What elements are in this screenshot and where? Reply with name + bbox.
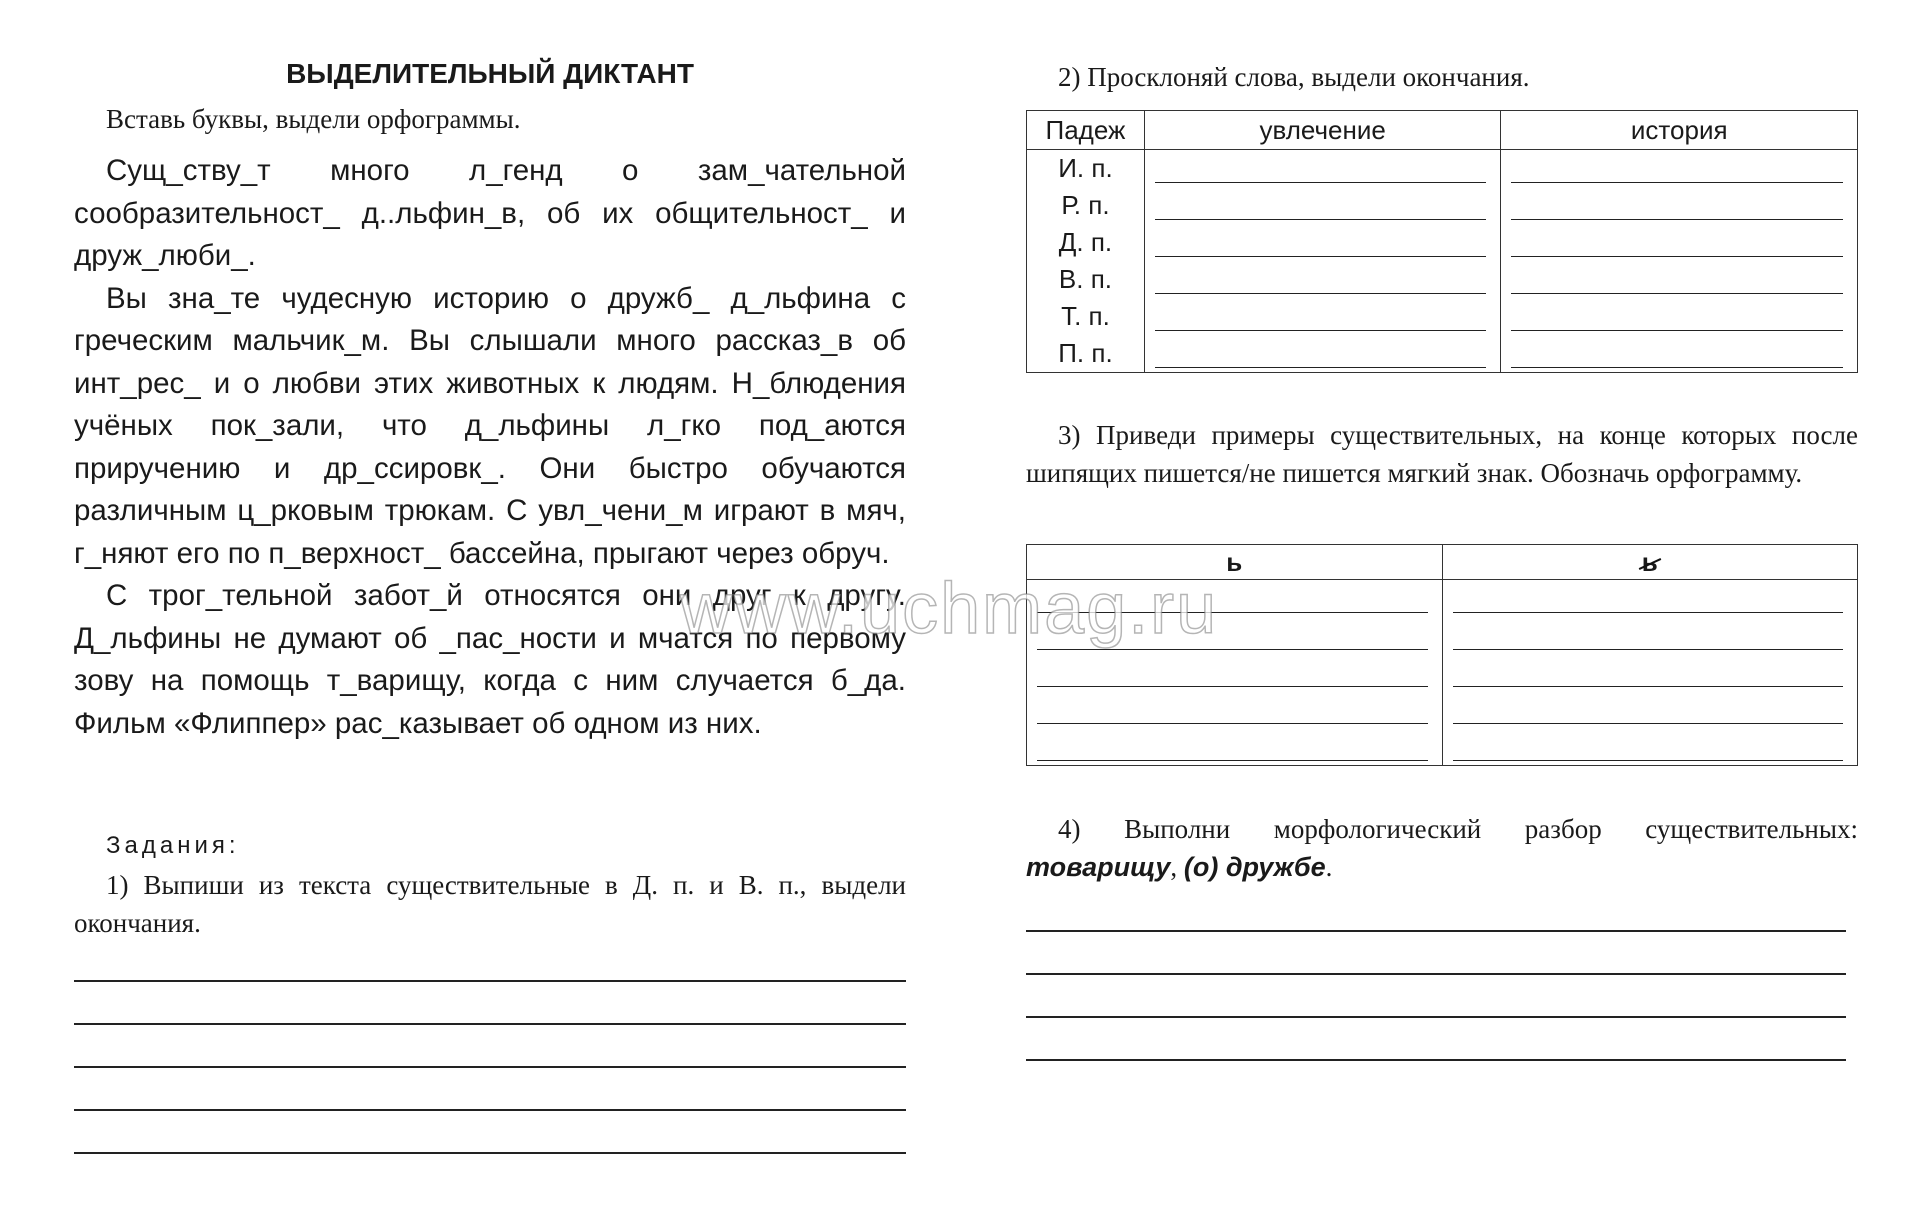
answer-cell[interactable] [1501, 150, 1858, 188]
table-row [1027, 335, 1858, 373]
task-1-text: 1) Выпиши из текста существительные в Д. п. и В. п., выдели окончания. [74, 870, 906, 938]
table-row [1027, 654, 1858, 691]
task-4-word-2: (о) дружбе [1183, 852, 1326, 882]
table-row [1027, 224, 1858, 261]
answer-cell[interactable] [1027, 617, 1443, 654]
case-label: Т. п. [1027, 298, 1145, 335]
answer-line[interactable] [74, 1066, 906, 1068]
table-row [1027, 691, 1858, 728]
declension-table [1026, 110, 1858, 373]
answer-cell[interactable] [1144, 298, 1501, 335]
answer-cell[interactable] [1442, 617, 1858, 654]
answer-cell[interactable] [1501, 261, 1858, 298]
answer-cell[interactable] [1501, 224, 1858, 261]
task-2-text: 2) Просклоняй слова, выдели окончания. [1058, 62, 1530, 92]
dictation-paragraph-1: Сущ_ству_т много л_генд о зам_чательной сообразительност_ д..льфин_в, об их общительност_ и друж_люби_. [74, 154, 906, 272]
dictation-paragraph-3: С трог_тельной забот_й относятся они друг к другу. Д_льфины не думают об _пас_ности и мчатся по первому зову на помощь т_варищу, когда с ним случается б_да. Фильм «Флиппер» рас_казывает об одном из них. [74, 579, 906, 740]
answer-line[interactable] [1026, 930, 1846, 932]
answer-line[interactable] [74, 1109, 906, 1111]
tasks-heading: Задания: [106, 832, 240, 859]
dictation-paragraph-2: Вы зна_те чудесную историю о дружб_ д_льфина с греческим мальчик_м. Вы слышали много рассказ_в об инт_рес_ и о любви этих животных к людям. Н_блюдения учёных пок_зали, что д_льфины л_гко под_аются приручению и др_ссировк_. Они быстро обучаются различным ц_рковым трюкам. С увл_чени_м играют в мяч, г_няют его по п_верхност_ бассейна, прыгают через обруч. [74, 281, 906, 570]
table-row [1027, 298, 1858, 335]
table-row [1027, 261, 1858, 298]
task-4-separator: , [1170, 852, 1184, 882]
answer-cell[interactable] [1144, 224, 1501, 261]
table-row [1027, 187, 1858, 224]
header-no-soft-sign [1442, 545, 1858, 580]
header-uvlechenie: увлечение [1144, 111, 1501, 150]
dictation-text [74, 150, 906, 745]
task-4-prefix: 4) Выполни морфологический разбор существительных: [1058, 814, 1858, 844]
case-label: Д. п. [1027, 224, 1145, 261]
answer-cell[interactable] [1501, 335, 1858, 373]
task-3-text: 3) Приведи примеры существительных, на конце которых после шипящих пишется/не пишется мягкий знак. Обозначь орфограмму. [1026, 420, 1858, 488]
case-label: И. п. [1027, 150, 1145, 188]
answer-line[interactable] [74, 980, 906, 982]
case-label: В. п. [1027, 261, 1145, 298]
page-title: ВЫДЕЛИТЕЛЬНЫЙ ДИКТАНТ [286, 58, 694, 89]
task-4-end: . [1325, 852, 1333, 882]
soft-sign-table [1026, 544, 1858, 766]
task-4-text [1026, 810, 1858, 886]
answer-cell[interactable] [1501, 298, 1858, 335]
answer-cell[interactable] [1144, 150, 1501, 188]
answer-cell[interactable] [1027, 691, 1443, 728]
answer-cell[interactable] [1442, 654, 1858, 691]
answer-cell[interactable] [1442, 691, 1858, 728]
header-case: Падеж [1027, 111, 1145, 150]
header-istoriya: история [1501, 111, 1858, 150]
answer-line[interactable] [1026, 973, 1846, 975]
instruction-text: Вставь буквы, выдели орфограммы. [106, 104, 521, 134]
answer-cell[interactable] [1144, 187, 1501, 224]
answer-line[interactable] [1026, 1059, 1846, 1061]
answer-line[interactable] [74, 1023, 906, 1025]
answer-cell[interactable] [1027, 654, 1443, 691]
answer-cell[interactable] [1144, 261, 1501, 298]
answer-cell[interactable] [1027, 728, 1443, 766]
answer-cell[interactable] [1144, 335, 1501, 373]
table-row [1027, 150, 1858, 188]
answer-cell[interactable] [1027, 580, 1443, 618]
struck-soft-sign: ь [1641, 546, 1658, 577]
table-row [1027, 617, 1858, 654]
table-row [1027, 580, 1858, 618]
case-label: П. п. [1027, 335, 1145, 373]
answer-line[interactable] [1026, 1016, 1846, 1018]
answer-cell[interactable] [1501, 187, 1858, 224]
case-label: Р. п. [1027, 187, 1145, 224]
answer-cell[interactable] [1442, 580, 1858, 618]
task-4-word-1: товарищу [1026, 852, 1171, 882]
watermark: www.uchmag.ru [680, 569, 1219, 649]
header-soft-sign: ь [1027, 545, 1443, 580]
answer-cell[interactable] [1442, 728, 1858, 766]
table-row [1027, 728, 1858, 766]
answer-line[interactable] [74, 1152, 906, 1154]
